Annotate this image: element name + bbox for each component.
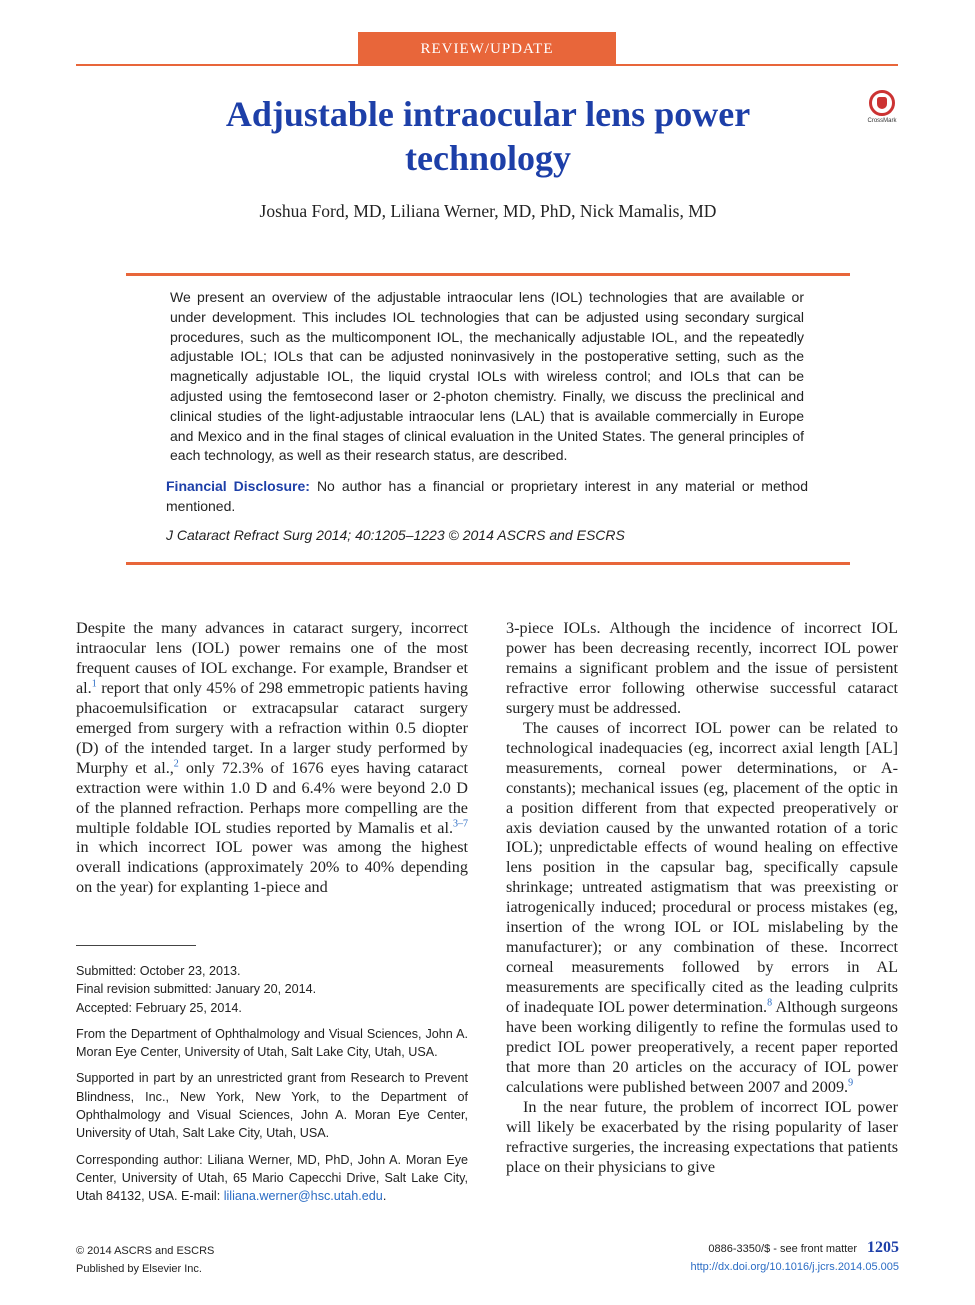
reference-link[interactable]: 8	[767, 997, 773, 1009]
reference-link[interactable]: 9	[848, 1077, 854, 1089]
disclosure-label: Financial Disclosure:	[166, 478, 310, 494]
article-title: Adjustable intraocular lens power technology	[225, 94, 751, 178]
abstract-text: We present an overview of the adjustable intraocular lens (IOL) technologies that are available or under development. This includes IOL technologies that can be adjusted using secondary surgical procedures, such as the multicomponent IOL, the mechanically adjustable IOL, and the repeatedly adjustable IOL; IOLs that can be adjusted noninvasively in the postoperative setting, such as the magnetically adjustable IOL, the liquid crystal IOLs with wireless control; and IOLs that can be adjusted using the femtosecond laser or 2-photon chemistry. Finally, we discuss the preclinical and clinical studies of the light-adjustable intraocular lens (LAL) that is available commercially in Europe and Mexico and in the final stages of clinical evaluation in the United States. The general principles of each technology, as well as their research status, are described.	[170, 289, 804, 464]
body-paragraph: Despite the many advances in cataract surgery, incorrect intraocular lens (IOL) power remains one of the most frequent causes of IOL exchange. For example, Brandser et al.$^1$ report that only 45% of 298 emmetropic patients having phacoemulsification or extracapsular cataract surgery emerged from surgery with a refraction within 0.5 diopter (D) of the intended target. In a larger study performed by Murphy et al.,$^2$ only 72.3% of 1676 eyes having cataract extraction were within 1.0 D and 6.4% were beyond 2.0 D of the planned refraction. Perhaps more compelling are the multiple foldable IOL studies reported by Mamalis et al.$^{3-7}$ in which incorrect IOL power was among the highest overall indications (approximately 20% to 40% depending on the year) for explanting 1-piece and	[76, 619, 468, 897]
financial-disclosure	[166, 477, 808, 517]
footer-left	[76, 1242, 214, 1278]
doi-link[interactable]: http://dx.doi.org/10.1016/j.jcrs.2014.05.005	[690, 1261, 899, 1273]
page-number: 1205	[867, 1239, 899, 1256]
reference-link[interactable]: 2	[173, 758, 179, 770]
support-note: Supported in part by an unrestricted grant from Research to Prevent Blindness, Inc., New York, New York, to the Department of Ophthalmology and Visual Sciences, John A. Moran Eye Center, University of Utah, Salt Lake City, Utah, USA.	[76, 1071, 468, 1141]
corresponding-author-note: Corresponding author: Liliana Werner, MD, PhD, John A. Moran Eye Center, University of Utah, 65 Mario Capecchi Drive, Salt Lake City, Utah 84132, USA. E-mail: liliana.werner@hsc.utah.edu.	[76, 1152, 468, 1204]
body-column-left	[76, 619, 468, 898]
reference-link[interactable]: 1	[91, 678, 97, 690]
reference-link[interactable]: 3–7	[453, 818, 468, 830]
author-list: Joshua Ford, MD, Liliana Werner, MD, PhD, Nick Mamalis, MD	[259, 201, 717, 221]
submitted-date: Submitted: October 23, 2013.	[76, 964, 241, 978]
footnote-rule	[76, 945, 196, 946]
copyright-notice: © 2014 ASCRS and ESCRS	[76, 1245, 215, 1257]
final-revision-date: Final revision submitted: January 20, 2014.	[76, 982, 317, 997]
body-paragraph: The causes of incorrect IOL power can be related to technological inadequacies (eg, incorrect axial length [AL] measurements, corneal power determinations, or A-constants); mechanical issues (eg, placement of the optic in a position different from that expected preoperatively or axis deviation caused by the unwanted rotation of a toric IOL); unpredictable effects of wound healing on effective lens position in the capsular bag, specifically capsule shrinkage; untreated astigmatism that was preexisting or iatrogenically induced; procedural or process mistakes (eg, insertion of the wrong IOL or IOL mislabeling by the manufacturer); or any combination of these. Incorrect corneal measurements followed by errors in AL measurements are specifically cited as the leading culprits of inadequate IOL power determination.$^8$ Although surgeons have been working diligently to refine the formulas used to predict IOL power preoperatively, a recent paper reported that more than 20 articles on the accuracy of IOL power calculations were published between 2007 and 2009.$^9$	[506, 718, 898, 1096]
publisher-line: Published by Elsevier Inc.	[76, 1263, 202, 1275]
issn-line: 0886-3350/$ - see front matter 1205	[708, 1239, 899, 1256]
body-paragraph: 3-piece IOLs. Although the incidence of incorrect IOL power has been decreasing recently, incorrect IOL power remains a significant problem and the issue of persistent refractive error following otherwise successful cataract surgery must be addressed.	[506, 619, 898, 717]
body-paragraph: In the near future, the problem of incorrect IOL power will likely be exacerbated by the rising popularity of laser refractive surgeries, the increasing expectations that patients place on their physicians to give	[506, 1097, 898, 1176]
crossmark-label: CrossMark	[867, 118, 897, 124]
accepted-date: Accepted: February 25, 2014.	[76, 1000, 242, 1015]
footer-right	[690, 1239, 899, 1276]
crossmark-badge[interactable]	[864, 90, 900, 130]
dates-block	[76, 962, 468, 1017]
abstract-top-rule	[126, 273, 850, 276]
footnotes	[76, 962, 468, 1214]
body-column-right	[506, 619, 898, 1178]
abstract-bottom-rule	[126, 562, 850, 565]
affiliation-note: From the Department of Ophthalmology and Visual Sciences, John A. Moran Eye Center, University of Utah, Salt Lake City, Utah, USA.	[76, 1026, 468, 1060]
section-label: REVIEW/UPDATE	[358, 32, 616, 66]
journal-citation: J Cataract Refract Surg 2014; 40:1205–1223 © 2014 ASCRS and ESCRS	[166, 527, 625, 543]
disclosure-text: No author has a financial or proprietary interest in any material or method mentioned.	[166, 478, 808, 514]
author-email-link[interactable]: liliana.werner@hsc.utah.edu	[223, 1189, 383, 1204]
crossmark-icon	[869, 90, 895, 116]
